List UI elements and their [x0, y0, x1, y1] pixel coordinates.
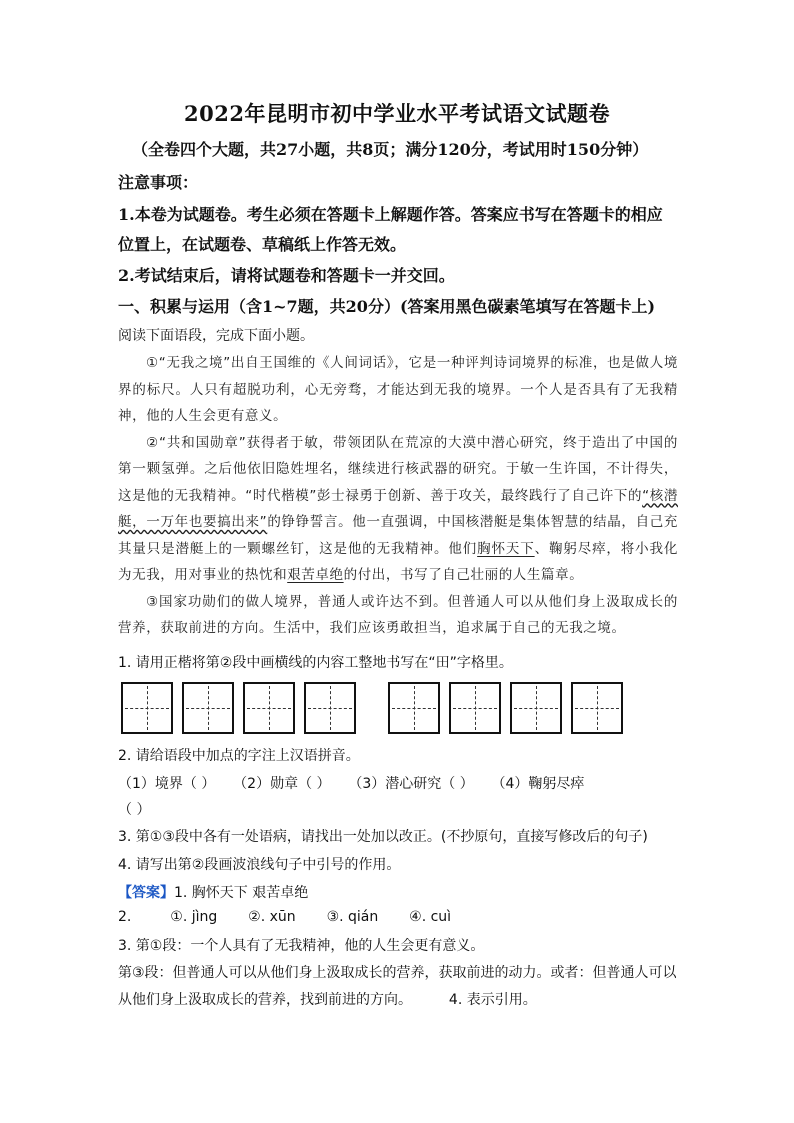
grid-cell[interactable] — [510, 682, 562, 734]
answer-2-pinyin-4: ④. cuì — [409, 909, 452, 925]
tianzige-grid — [121, 682, 641, 738]
passage-p2-part-a: ②“共和国勋章”获得者于敏，带领团队在荒凉的大漠中潜心研究，终于造出了中国的第一颗氢弹。之后他依旧隐姓埋名，继续进行核武器的研究。于敏一生许国，不计得失，这是他的无我精神。“时代楷模”彭士禄勇于创新、善于攻关，最终践行了自己许下的 — [118, 434, 678, 504]
passage-p2-part-c: 、鞠躬尽瘁，将小我化为无我，用对事业的热忱和 — [118, 540, 678, 583]
passage-paragraph-1: ①“无我之境”出自王国维的《人间词话》，它是一种评判诗词境界的标准，也是做人境界的标尺。人只有超脱功利，心无旁骛，才能达到无我的境界。一个人是否具有了无我精神，他的人生会更有意义。 — [118, 355, 678, 424]
q2-option-3: （3）潜心研究（ ） — [348, 776, 474, 792]
answer-2-pinyin-2: ②. xūn — [248, 909, 296, 925]
grid-cell[interactable] — [304, 682, 356, 734]
answer-3-line-2: 第③段：但普通人可以从他们身上汲取成长的营养，获取前进的动力。或者：但普通人可以 — [118, 965, 677, 981]
answer-1: 1. 胸怀天下 艰苦卓绝 — [174, 885, 309, 901]
q2-option-4: （4）鞠躬尽瘁 — [491, 776, 585, 792]
answer-2-pinyin-1: ①. jìng — [170, 909, 218, 925]
answer-3-text: 从他们身上汲取成长的营养，找到前进的方向。 — [118, 992, 412, 1008]
answer-4: 4. 表示引用。 — [448, 992, 537, 1008]
section-1-instruction: 阅读下面语段，完成下面小题。 — [118, 328, 314, 344]
grid-cell[interactable] — [449, 682, 501, 734]
question-2: 2. 请给语段中加点的字注上汉语拼音。 — [118, 748, 360, 764]
page-title: 2022年昆明市初中学业水平考试语文试题卷 — [184, 101, 610, 126]
answer-3-line-1: 3. 第①段：一个人具有了无我精神，他的人生会更有意义。 — [118, 938, 485, 954]
reading-passage — [118, 350, 678, 642]
passage-paragraph-3: ③国家功勋们的做人境界，普通人或许达不到。但普通人可以从他们身上汲取成长的营养，获取前进的方向。生活中，我们应该勇敢担当，追求属于自己的无我之境。 — [118, 593, 678, 636]
answer-1-line — [118, 882, 308, 902]
grid-cell[interactable] — [571, 682, 623, 734]
question-3: 3. 第①③段中各有一处语病，请找出一处加以改正。(不抄原句，直接写修改后的句子) — [118, 829, 648, 845]
question-1: 1. 请用正楷将第②段中画横线的内容工整地书写在“田”字格里。 — [118, 655, 513, 671]
answer-2-pinyin-3: ③. qián — [326, 909, 379, 925]
q2-option-1: （1）境界（ ） — [118, 776, 216, 792]
question-4: 4. 请写出第②段画波浪线句子中引号的作用。 — [118, 857, 401, 873]
q2-option-2: （2）勋章（ ） — [233, 776, 331, 792]
passage-p2-part-b: 的铮铮誓言。他一直强调，中国核潜艇是集体智慧的结晶，自己充其量只是潜艇上的一颗螺丝钉，这是他的无我精神。他们 — [118, 514, 679, 557]
answer-2-number: 2. — [118, 909, 132, 925]
answer-3-line-3 — [118, 989, 537, 1009]
notice-item-1-line-1: 1.本卷为试题卷。考生必须在答题卡上解题作答。答案应书写在答题卡的相应 — [118, 205, 663, 224]
notice-item-1-line-2: 位置上，在试题卷、草稿纸上作答无效。 — [118, 235, 407, 254]
underlined-phrase-2: 艰苦卓绝 — [287, 567, 344, 583]
passage-paragraph-2 — [118, 430, 678, 589]
underlined-phrase-1: 胸怀天下 — [477, 540, 535, 557]
passage-p2-part-d: 的付出，书写了自己壮丽的人生篇章。 — [343, 567, 584, 583]
exam-info: （全卷四个大题，共27小题，共8页；满分120分，考试用时150分钟） — [132, 140, 649, 159]
answer-label: 【答案】 — [118, 885, 174, 901]
question-2-options — [118, 773, 584, 793]
grid-cell[interactable] — [243, 682, 295, 734]
q2-option-4-blank: （ ） — [118, 802, 151, 818]
grid-cell[interactable] — [388, 682, 440, 734]
section-1-heading: 一、积累与运用（含1~7题，共20分）(答案用黑色碳素笔填写在答题卡上) — [118, 297, 656, 316]
notice-item-2: 2.考试结束后，请将试题卷和答题卡一并交回。 — [118, 266, 455, 285]
wavy-underlined-quote: “核潜艇，一万年也要搞出来” — [118, 487, 678, 530]
notice-heading: 注意事项： — [118, 173, 199, 192]
grid-cell[interactable] — [121, 682, 173, 734]
grid-cell[interactable] — [182, 682, 234, 734]
answer-2-line — [118, 909, 451, 925]
